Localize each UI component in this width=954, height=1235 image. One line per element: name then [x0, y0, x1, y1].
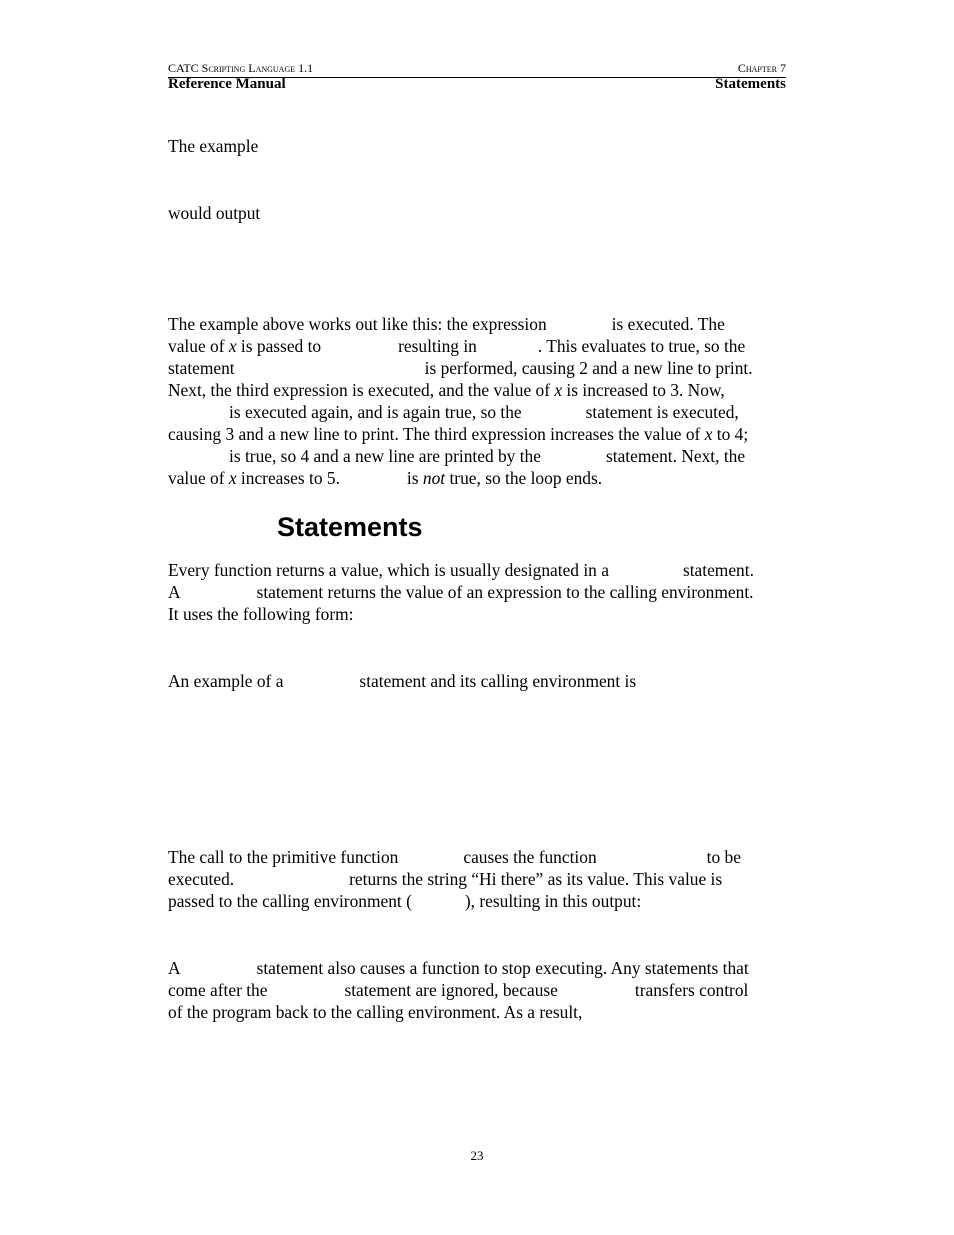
text: Every function returns a value, which is usually designated in a [168, 560, 609, 580]
section-heading: Statements [277, 512, 423, 542]
text: statement also causes a function to stop executing. Any statements that [256, 958, 749, 978]
header-manual: Reference Manual [168, 76, 286, 92]
paragraph-call-line-1 [168, 846, 741, 868]
text: The example above works out like this: the expression [168, 314, 547, 334]
text: to be [706, 847, 741, 867]
paragraph-explanation-line-1 [168, 313, 725, 335]
text: The call to the primitive function [168, 847, 399, 867]
text: increases to 5. [236, 468, 340, 488]
text: It uses the following form: [168, 604, 354, 624]
running-header-top [168, 61, 786, 77]
text: statement are ignored, because [344, 980, 558, 1000]
paragraph-explanation-line-8 [168, 467, 602, 489]
text: would output [168, 203, 261, 223]
text: to 4; [712, 424, 749, 444]
variable-x: x [704, 424, 713, 444]
text: statement and its calling environment is [359, 671, 637, 691]
header-title: CATC Scripting Language 1.1 [168, 61, 314, 75]
paragraph-call-line-2 [168, 868, 722, 890]
paragraph-explanation-line-5 [229, 401, 739, 423]
text: value of [168, 336, 229, 356]
text: come after the [168, 980, 268, 1000]
text: true, so the loop ends. [445, 468, 603, 488]
paragraph-call-line-3 [168, 890, 641, 912]
text: passed to the calling environment ( [168, 891, 412, 911]
text: causes the function [463, 847, 597, 867]
paragraph-explanation-line-2 [168, 335, 745, 357]
text: value of [168, 468, 229, 488]
paragraph-return-example [168, 670, 636, 692]
text: of the program back to the calling environment. As a result, [168, 1002, 583, 1022]
paragraph-stop-line-2 [168, 979, 748, 1001]
text: . This evaluates to true, so the [537, 336, 746, 356]
paragraph-return-line-2 [168, 581, 754, 603]
emphasis-not: not [422, 468, 446, 488]
paragraph-output [168, 202, 260, 224]
text: statement. Next, the [605, 446, 746, 466]
text: is passed to [236, 336, 322, 356]
paragraph-intro [168, 135, 258, 157]
text: causing 3 and a new line to print. The third expression increases the value of [168, 424, 705, 444]
paragraph-stop-line-1 [168, 957, 749, 979]
text: An example of a [168, 671, 284, 691]
text: statement. [682, 560, 754, 580]
variable-x: x [228, 468, 237, 488]
text: statement [168, 358, 235, 378]
text: is increased to 3. Now, [562, 380, 725, 400]
paragraph-explanation-line-7 [229, 445, 745, 467]
text: is performed, causing 2 and a new line to print. [424, 358, 753, 378]
text: A [168, 958, 181, 978]
paragraph-explanation-line-4 [168, 379, 725, 401]
text: transfers control [634, 980, 749, 1000]
text: A [168, 582, 181, 602]
text: statement returns the value of an expression to the calling environment. [256, 582, 754, 602]
text: is executed again, and is again true, so the [229, 402, 522, 422]
text: executed. [168, 869, 235, 889]
paragraph-explanation-line-6 [168, 423, 748, 445]
paragraph-return-line-3 [168, 603, 353, 625]
header-section: Statements [715, 76, 786, 92]
paragraph-explanation-line-3 [168, 357, 753, 379]
text: ), resulting in this output: [464, 891, 642, 911]
variable-x: x [228, 336, 237, 356]
header-chapter: Chapter 7 [737, 61, 786, 75]
text: resulting in [398, 336, 477, 356]
text: Next, the third expression is executed, and the value of [168, 380, 555, 400]
text: The example [168, 136, 259, 156]
text: returns the string “Hi there” as its value. This value is [349, 869, 723, 889]
text: is true, so 4 and a new line are printed by the [229, 446, 541, 466]
text: is executed. The [611, 314, 725, 334]
page-number: 23 [470, 1148, 484, 1163]
paragraph-stop-line-3 [168, 1001, 582, 1023]
text: statement is executed, [585, 402, 739, 422]
paragraph-return-line-1 [168, 559, 754, 581]
variable-x: x [554, 380, 563, 400]
text: is [406, 468, 423, 488]
